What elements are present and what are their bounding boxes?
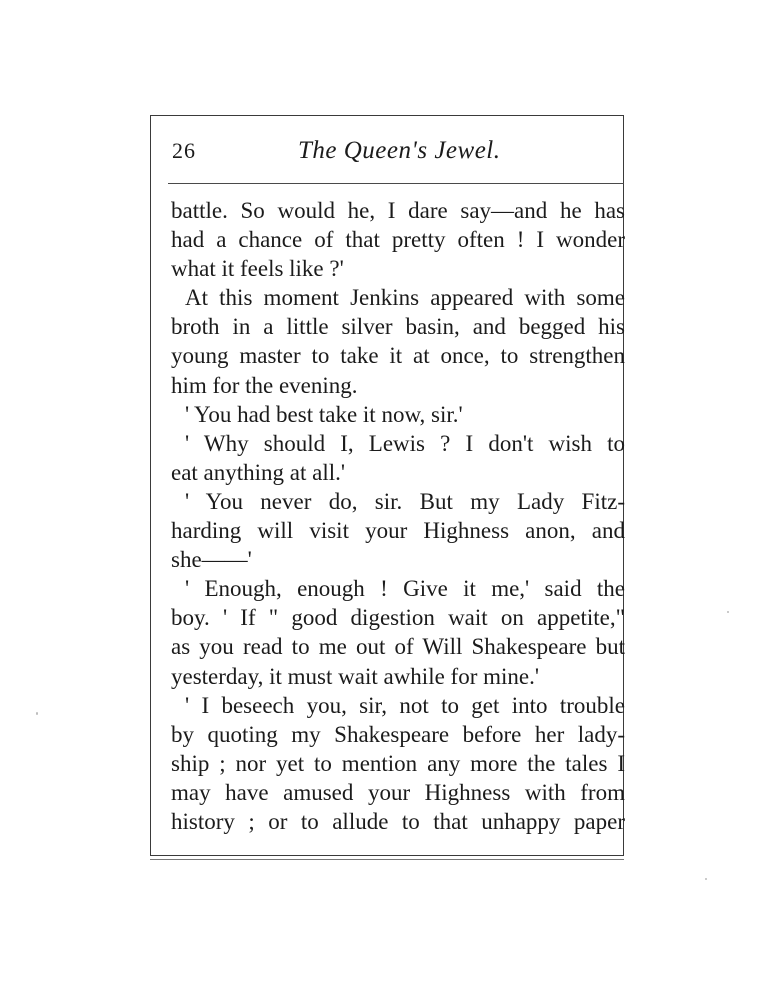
text-line: boy. ' If " good digestion wait on appetite,"	[171, 605, 625, 631]
text-line: had a chance of that pretty often ! I wonder	[171, 227, 625, 253]
text-line: At this moment Jenkins appeared with some	[185, 285, 625, 311]
text-line: harding will visit your Highness anon, and	[171, 518, 625, 544]
text-line: ' Why should I, Lewis ? I don't wish to	[185, 430, 625, 456]
text-line: by quoting my Shakespeare before her lady-	[171, 721, 625, 747]
text-line: ' You had best take it now, sir.'	[185, 401, 463, 427]
text-line: young master to take it at once, to strengthen	[171, 343, 625, 369]
book-title: The Queen's Jewel.	[298, 137, 501, 164]
text-line: she——'	[171, 547, 252, 573]
running-head	[168, 138, 628, 178]
text-line: ' You never do, sir. But my Lady Fitz-	[185, 488, 625, 514]
page-number: 26	[172, 138, 196, 163]
text-line: history ; or to allude to that unhappy paper	[171, 808, 625, 834]
header-rule	[168, 183, 624, 184]
text-line: ' I beseech you, sir, not to get into trouble	[185, 692, 625, 718]
text-line: may have amused your Highness with from	[171, 779, 625, 805]
text-line: battle. So would he, I dare say—and he has	[171, 198, 625, 223]
text-line: yesterday, it must wait awhile for mine.'	[171, 663, 539, 689]
text-line: ship ; nor yet to mention any more the tales I	[171, 750, 625, 776]
text-line: what it feels like ?'	[171, 256, 344, 282]
text-line: as you read to me out of Will Shakespeare but	[171, 634, 625, 660]
text-line: eat anything at all.'	[171, 459, 346, 485]
page-body-text	[171, 196, 625, 836]
text-line: broth in a little silver basin, and begged his	[171, 314, 625, 340]
text-line: ' Enough, enough ! Give it me,' said the	[185, 576, 625, 602]
text-line: him for the evening.	[171, 372, 358, 398]
